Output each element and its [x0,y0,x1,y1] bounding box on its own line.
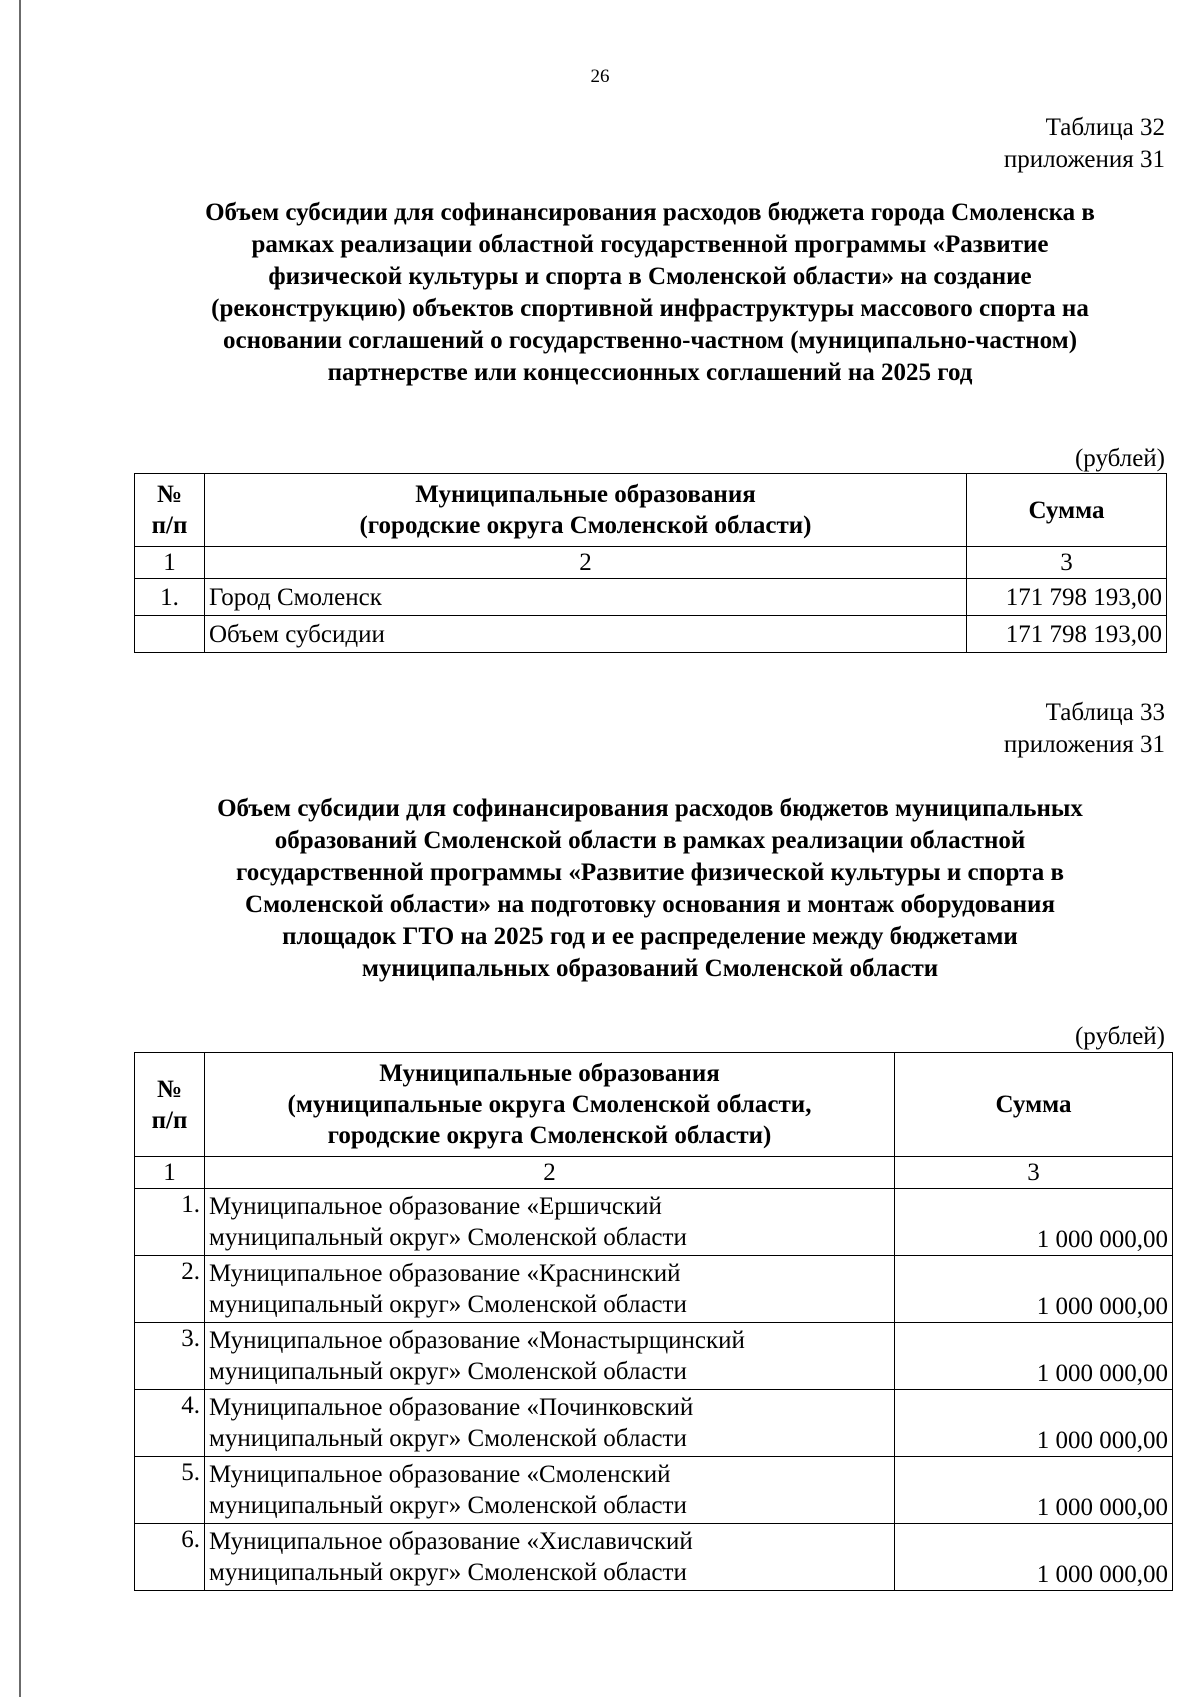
heading-line: Объем субсидии для софинансирования расходов бюджета города Смоленска в [205,199,1095,226]
heading-line: физической культуры и спорта в Смоленской области» на создание [268,263,1032,290]
row-sum: 1 000 000,00 [895,1524,1173,1591]
header-num-line1: № [156,1075,183,1103]
header-name [205,1053,895,1157]
header-name [205,474,967,547]
table32-unit: (рублей) [1074,445,1165,472]
table32-ref-line1: Таблица 32 [1045,114,1165,141]
header-name-line1: Муниципальные образования [379,1060,720,1087]
row-name-line1: Муниципальное образование «Смоленский [209,1461,671,1488]
table32-ref-line2: приложения 31 [1003,146,1165,173]
page-number: 26 [590,66,610,87]
heading-line: площадок ГТО на 2025 год и ее распределение между бюджетами [282,923,1018,950]
table33 [134,1052,1173,1591]
heading-line: Объем субсидии для софинансирования расходов бюджетов муниципальных [217,795,1083,822]
heading-line: муниципальных образований Смоленской области [361,955,939,982]
row-name [205,1524,895,1591]
row-name-line1: Муниципальное образование «Краснинский [209,1260,681,1287]
heading-line: (реконструкцию) объектов спортивной инфраструктуры массового спорта на [211,295,1089,322]
heading-line: государственной программы «Развитие физической культуры и спорта в [236,859,1064,886]
table-row [135,1390,1173,1457]
row-sum: 1 000 000,00 [895,1323,1173,1390]
row-name-line1: Муниципальное образование «Ершичский [209,1193,662,1220]
header-num [135,1053,205,1157]
heading-line: партнерстве или концессионных соглашений на 2025 год [327,359,973,386]
row-num: 1. [135,579,205,616]
row-name [205,1390,895,1457]
header-sum: Сумма [895,1053,1173,1157]
header-name-line2: (муниципальные округа Смоленской области, [287,1091,812,1118]
header-num-line2: п/п [151,512,188,539]
row-num: 6. [135,1524,205,1591]
row-sum: 1 000 000,00 [895,1390,1173,1457]
col-number: 3 [895,1157,1173,1189]
table-header-row [135,474,1167,547]
row-sum: 1 000 000,00 [895,1256,1173,1323]
header-name-line3: городские округа Смоленской области) [327,1122,772,1149]
table33-unit: (рублей) [1074,1023,1165,1050]
row-num: 4. [135,1390,205,1457]
row-sum: 1 000 000,00 [895,1457,1173,1524]
table33-heading [130,793,1170,985]
row-name-line1: Муниципальное образование «Монастырщинский [209,1327,745,1354]
row-name-line1: Муниципальное образование «Починковский [209,1394,694,1421]
row-name [205,1189,895,1256]
table-row [135,1457,1173,1524]
row-name-line2: муниципальный округ» Смоленской области [209,1492,687,1519]
table-header-row [135,1053,1173,1157]
col-number: 2 [205,547,967,579]
row-sum: 171 798 193,00 [967,616,1167,653]
heading-line: образований Смоленской области в рамках реализации областной [274,827,1026,854]
row-num [135,616,205,653]
table32 [134,473,1167,653]
row-name [205,1323,895,1390]
table33-reference [1004,697,1165,761]
table33-ref-line1: Таблица 33 [1045,699,1165,726]
table-total-row [135,616,1167,653]
row-num: 1. [135,1189,205,1256]
row-name-line1: Муниципальное образование «Хиславичский [209,1528,693,1555]
col-number: 1 [135,547,205,579]
row-name-line2: муниципальный округ» Смоленской области [209,1224,687,1251]
row-sum: 1 000 000,00 [895,1189,1173,1256]
row-name-line2: муниципальный округ» Смоленской области [209,1358,687,1385]
header-num [135,474,205,547]
col-number: 2 [205,1157,895,1189]
row-num: 5. [135,1457,205,1524]
row-name: Город Смоленск [205,579,967,616]
header-num-line1: № [156,481,183,508]
row-name-line2: муниципальный округ» Смоленской области [209,1291,687,1318]
column-number-row [135,547,1167,579]
row-name [205,1256,895,1323]
table-row [135,1524,1173,1591]
heading-line: основании соглашений о государственно-частном (муниципально-частном) [222,327,1078,354]
scan-edge-line [19,0,21,1697]
header-name-line2: (городские округа Смоленской области) [359,512,812,539]
row-name-line2: муниципальный округ» Смоленской области [209,1559,687,1586]
table-row [135,1323,1173,1390]
row-sum: 171 798 193,00 [967,579,1167,616]
table-row [135,579,1167,616]
col-number: 1 [135,1157,205,1189]
table33-ref-line2: приложения 31 [1003,731,1165,758]
row-name-line2: муниципальный округ» Смоленской области [209,1425,687,1452]
col-number: 3 [967,547,1167,579]
header-sum: Сумма [967,474,1167,547]
heading-line: Смоленской области» на подготовку основания и монтаж оборудования [245,891,1055,918]
column-number-row [135,1157,1173,1189]
heading-line: рамках реализации областной государственной программы «Развитие [251,231,1049,258]
row-num: 2. [135,1256,205,1323]
table-row [135,1256,1173,1323]
row-name [205,1457,895,1524]
row-name: Объем субсидии [205,616,967,653]
row-num: 3. [135,1323,205,1390]
header-name-line1: Муниципальные образования [415,481,756,508]
table32-reference [1004,112,1165,176]
header-num-line2: п/п [151,1106,188,1134]
table32-heading [130,197,1170,389]
table-row [135,1189,1173,1256]
